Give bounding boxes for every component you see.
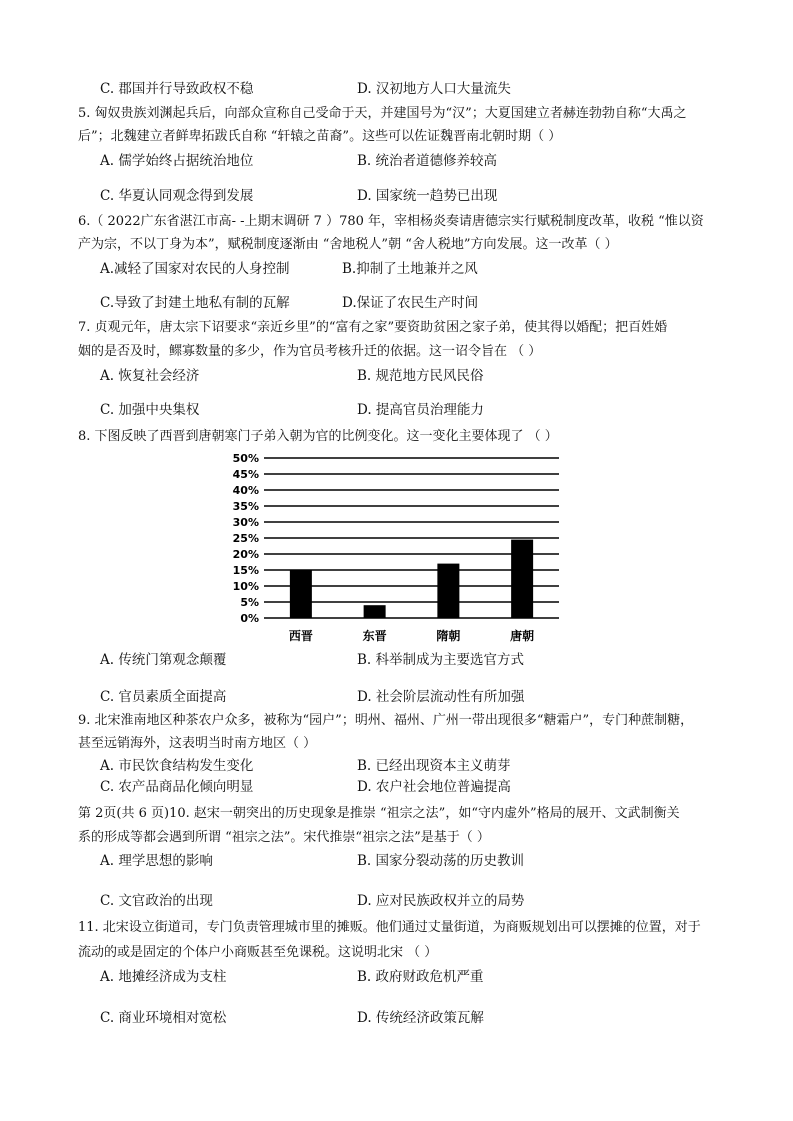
y-tick-label: 40% <box>232 484 259 497</box>
q7-option-b: B. 规范地方民风民俗 <box>357 368 484 384</box>
y-tick-label: 5% <box>240 596 259 609</box>
bar-chart <box>220 448 565 646</box>
q5-option-d: D. 国家统一趋势已出现 <box>357 188 498 204</box>
q7-option-c: C. 加强中央集权 <box>100 402 200 418</box>
bar-4 <box>511 540 533 618</box>
q8-option-d: D. 社会阶层流动性有所加强 <box>357 689 525 705</box>
q11-option-d: D. 传统经济政策瓦解 <box>357 1010 484 1026</box>
x-tick-label: 隋朝 <box>436 629 461 643</box>
q5-option-c: C. 华夏认同观念得到发展 <box>100 188 254 204</box>
x-tick-label: 唐朝 <box>510 629 535 643</box>
x-tick-label: 西晋 <box>288 629 313 643</box>
q7-option-a: A. 恢复社会经济 <box>100 368 200 384</box>
y-axis-tick-labels <box>233 452 259 625</box>
bars <box>290 540 533 618</box>
x-axis-tick-labels <box>289 628 534 643</box>
q6-stem-line1: 6.（ 2022广东省湛江市高- -上期末调研 7 ）780 年，宰相杨炎奏请唐德宗实行赋税制度改革，收税 “惟以资 <box>78 214 704 229</box>
q10-option-b: B. 国家分裂动荡的历史教训 <box>357 853 525 869</box>
q6-option-a: A.减轻了国家对农民的人身控制 <box>100 261 290 277</box>
y-tick-label: 10% <box>232 580 259 593</box>
q11-option-a: A. 地摊经济成为支柱 <box>100 969 227 985</box>
y-tick-label: 20% <box>232 548 259 561</box>
q8-stem: 8. 下图反映了西晋到唐朝寒门子弟入朝为官的比例变化。这一变化主要体现了 （ ） <box>78 429 558 444</box>
q9-option-a: A. 市民饮食结构发生变化 <box>100 758 254 774</box>
q6-option-d: D.保证了农民生产时间 <box>342 295 479 311</box>
q10-stem-line2: 系的形成等都会遇到所谓 “祖宗之法”。宋代推崇“祖宗之法”是基于（ ） <box>78 830 490 845</box>
q10-option-c: C. 文官政治的出现 <box>100 893 213 909</box>
q9-option-d: D. 农户社会地位普遍提高 <box>357 779 511 795</box>
q5-stem-line2: 后”；北魏建立者鲜卑拓跋氏自称 “轩辕之苗裔”。这些可以佐证魏晋南北朝时期（ ） <box>78 129 562 144</box>
q7-option-d: D. 提高官员治理能力 <box>357 402 484 418</box>
q4-option-c: C. 郡国并行导致政权不稳 <box>100 81 254 97</box>
q7-stem-line1: 7. 贞观元年，唐太宗下诏要求“亲近乡里”的“富有之家”要资助贫困之家子弟，使其得以婚配；把百姓婚 <box>78 320 668 335</box>
y-tick-label: 45% <box>232 468 259 481</box>
q9-option-c: C. 农产品商品化倾向明显 <box>100 779 254 795</box>
y-tick-label: 15% <box>232 564 259 577</box>
q5-stem-line1: 5. 匈奴贵族刘渊起兵后，向部众宣称自己受命于天，并建国号为“汉”；大夏国建立者赫连勃勃自称“大禹之 <box>78 106 687 121</box>
q10-option-d: D. 应对民族政权并立的局势 <box>357 893 525 909</box>
q11-stem-line1: 11. 北宋设立街道司，专门负责管理城市里的摊贩。他们通过丈量街道，为商贩规划出可以摆摊的位置，对于 <box>78 920 701 935</box>
y-tick-label: 30% <box>232 516 259 529</box>
bar-2 <box>364 605 386 618</box>
q5-option-a: A. 儒学始终占据统治地位 <box>100 153 254 169</box>
y-tick-label: 0% <box>240 612 259 625</box>
q11-stem-line2: 流动的或是固定的个体户小商贩甚至免课税。这说明北宋 （ ） <box>78 945 438 960</box>
q11-option-b: B. 政府财政危机严重 <box>357 969 484 985</box>
q9-stem-line2: 甚至远销海外，这表明当时南方地区（ ） <box>78 736 317 751</box>
q10-option-a: A. 理学思想的影响 <box>100 853 213 869</box>
bar-1 <box>290 570 312 618</box>
y-tick-label: 25% <box>232 532 259 545</box>
q10-stem-line1: 第 2页(共 6 页)10. 赵宋一朝突出的历史现象是推崇 “祖宗之法”，如“守内虚外”格局的展开、文武制衡关 <box>78 806 680 821</box>
q4-option-d: D. 汉初地方人口大量流失 <box>357 81 511 97</box>
x-tick-label: 东晋 <box>362 629 387 643</box>
q8-option-c: C. 官员素质全面提高 <box>100 689 227 705</box>
q6-option-b: B.抑制了土地兼并之风 <box>342 261 478 277</box>
q9-stem-line1: 9. 北宋淮南地区种茶农户众多，被称为“园户”；明州、福州、广州一带出现很多“糖霜户”，专门种蔗制糖， <box>78 713 694 728</box>
q11-option-c: C. 商业环境相对宽松 <box>100 1010 227 1026</box>
q6-option-c: C.导致了封建土地私有制的瓦解 <box>100 295 290 311</box>
q8-option-b: B. 科举制成为主要选官方式 <box>357 652 525 668</box>
y-tick-label: 35% <box>232 500 259 513</box>
q8-option-a: A. 传统门第观念颠覆 <box>100 652 227 668</box>
y-tick-label: 50% <box>232 452 259 465</box>
q7-stem-line2: 姻的是否及时，鳏寡数量的多少，作为官员考核升迁的依据。这一诏令旨在 （ ） <box>78 344 542 359</box>
q6-stem-line2: 产为宗，不以丁身为本”，赋税制度逐渐由 “舍地税人”朝 “舍人税地”方向发展。这一改革（ ） <box>78 237 618 252</box>
bar-3 <box>437 564 459 618</box>
q5-option-b: B. 统治者道德修养较高 <box>357 153 498 169</box>
q9-option-b: B. 已经出现资本主义萌芽 <box>357 758 511 774</box>
